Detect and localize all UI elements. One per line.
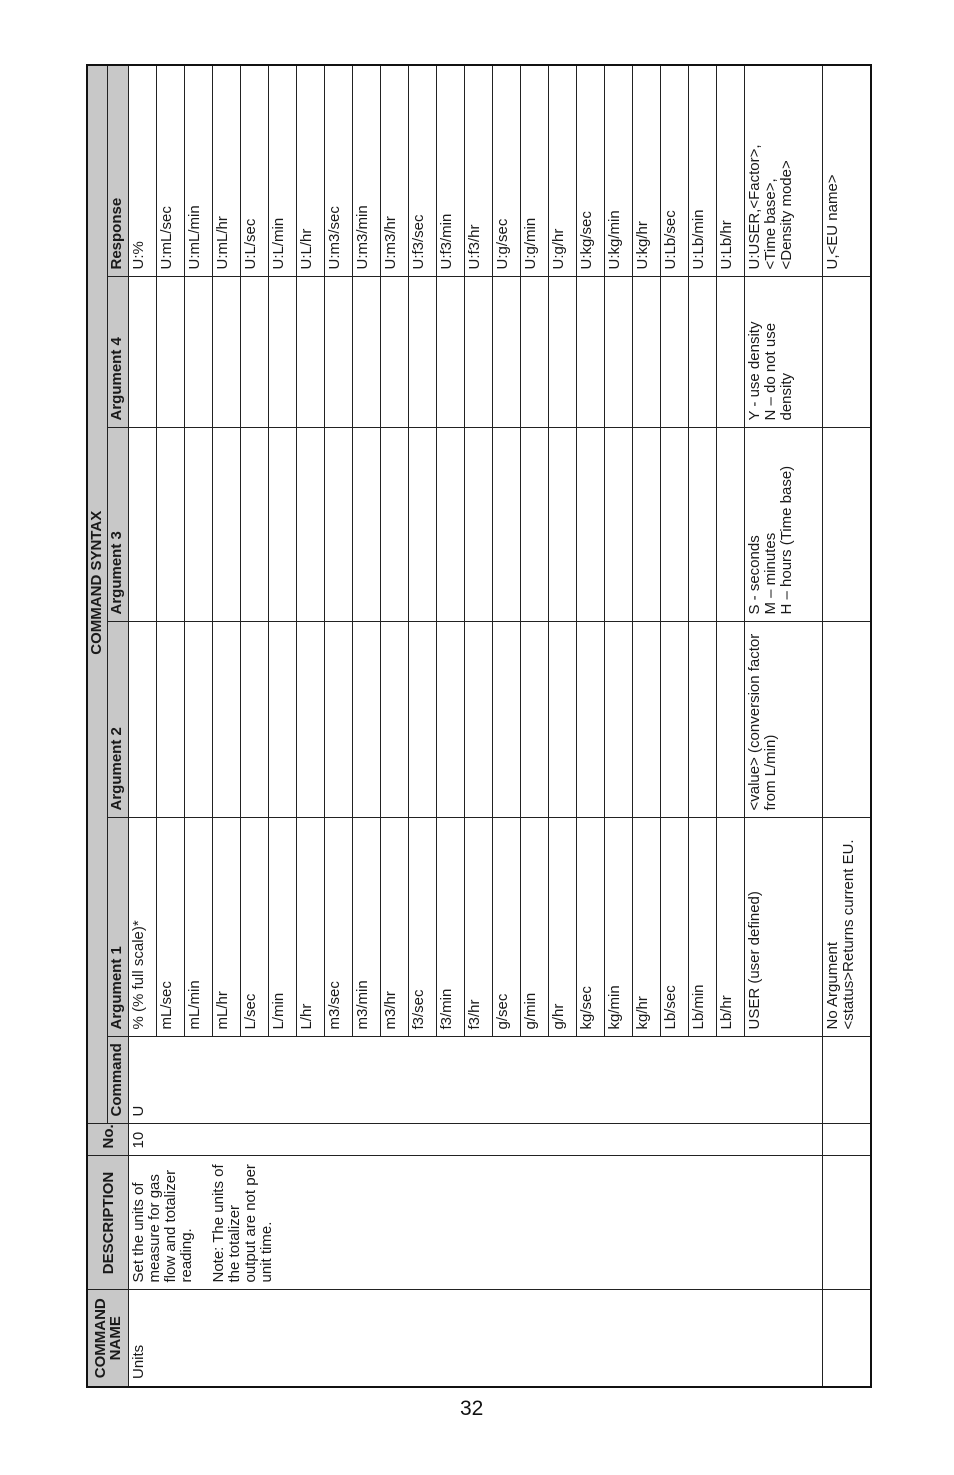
response-cell: U:kg/hr (633, 65, 661, 277)
response-cell: U:kg/min (605, 65, 633, 277)
table-row-no-argument (823, 65, 871, 1387)
response-cell: U,<EU name> (823, 65, 871, 277)
argument-1-cell: g/hr (549, 818, 577, 1037)
command-cell: U (129, 1037, 823, 1124)
response-cell: U:g/sec (493, 65, 521, 277)
argument-2-cell (129, 622, 157, 818)
response-cell: U:L/hr (297, 65, 325, 277)
argument-2-cell: <value> (conversion factor from L/min) (745, 622, 823, 818)
response-cell: U:g/min (521, 65, 549, 277)
argument-1-cell: g/sec (493, 818, 521, 1037)
header-command-name: COMMAND NAME (87, 1290, 129, 1387)
response-cell: U:mL/sec (157, 65, 185, 277)
header-description: DESCRIPTION (87, 1156, 129, 1290)
response-cell: U:m3/min (353, 65, 381, 277)
argument-1-cell: m3/min (353, 818, 381, 1037)
argument-1-cell: L/min (269, 818, 297, 1037)
description-cell: Set the units of measure for gas flow and totalizer reading. Note: The units of the totalizer output are not per unit time. (129, 1156, 823, 1290)
argument-3-cell: S - seconds M – minutes H – hours (Time base) (745, 428, 823, 622)
argument-1-cell: g/min (521, 818, 549, 1037)
response-cell: U:Lb/hr (717, 65, 745, 277)
argument-1-cell: L/hr (297, 818, 325, 1037)
response-cell: U:m3/sec (325, 65, 353, 277)
argument-1-cell: L/sec (241, 818, 269, 1037)
header-no: No. (87, 1124, 129, 1156)
argument-1-cell: kg/min (605, 818, 633, 1037)
argument-1-cell: kg/hr (633, 818, 661, 1037)
argument-1-cell: mL/sec (157, 818, 185, 1037)
response-cell: U:Lb/min (689, 65, 717, 277)
page-number: 32 (460, 1397, 484, 1420)
argument-4-cell (129, 277, 157, 428)
response-cell: U:f3/min (437, 65, 465, 277)
response-cell: U:f3/hr (465, 65, 493, 277)
header-response: Response (108, 65, 129, 277)
argument-1-cell: mL/hr (213, 818, 241, 1037)
argument-1-cell: f3/sec (409, 818, 437, 1037)
argument-1-cell: f3/hr (465, 818, 493, 1037)
argument-1-cell: kg/sec (577, 818, 605, 1037)
header-command: Command (108, 1037, 129, 1124)
command-name-cell: Units (129, 1290, 823, 1387)
argument-3-cell (129, 428, 157, 622)
argument-1-cell: Lb/hr (717, 818, 745, 1037)
argument-1-cell: % (% full scale)* (129, 818, 157, 1037)
response-cell: U:Lb/sec (661, 65, 689, 277)
argument-1-cell: Lb/min (689, 818, 717, 1037)
header-argument-4: Argument 4 (108, 277, 129, 428)
argument-1-cell: m3/hr (381, 818, 409, 1037)
command-table (86, 64, 872, 1388)
rotated-page-content (86, 66, 866, 1388)
argument-4-cell: Y - use density N – do not use density (745, 277, 823, 428)
argument-1-cell: USER (user defined) (745, 818, 823, 1037)
argument-1-cell: m3/sec (325, 818, 353, 1037)
response-cell: U:L/sec (241, 65, 269, 277)
argument-1-cell: f3/min (437, 818, 465, 1037)
number-cell: 10 (129, 1124, 823, 1156)
response-cell: U:m3/hr (381, 65, 409, 277)
header-argument-2: Argument 2 (108, 622, 129, 818)
response-cell: U:kg/sec (577, 65, 605, 277)
header-argument-3: Argument 3 (108, 428, 129, 622)
header-command-syntax: COMMAND SYNTAX (87, 65, 108, 1124)
response-cell: U:L/min (269, 65, 297, 277)
response-cell: U:% (129, 65, 157, 277)
header-argument-1: Argument 1 (108, 818, 129, 1037)
response-cell: U:mL/min (185, 65, 213, 277)
argument-1-cell: mL/min (185, 818, 213, 1037)
response-cell: U:USER,<Factor>, <Time base>, <Density mode> (745, 65, 823, 277)
response-cell: U:g/hr (549, 65, 577, 277)
argument-1-cell: No Argument <status>Returns current EU. (823, 818, 871, 1037)
table-row (129, 65, 157, 1387)
response-cell: U:mL/hr (213, 65, 241, 277)
argument-1-cell: Lb/sec (661, 818, 689, 1037)
response-cell: U:f3/sec (409, 65, 437, 277)
